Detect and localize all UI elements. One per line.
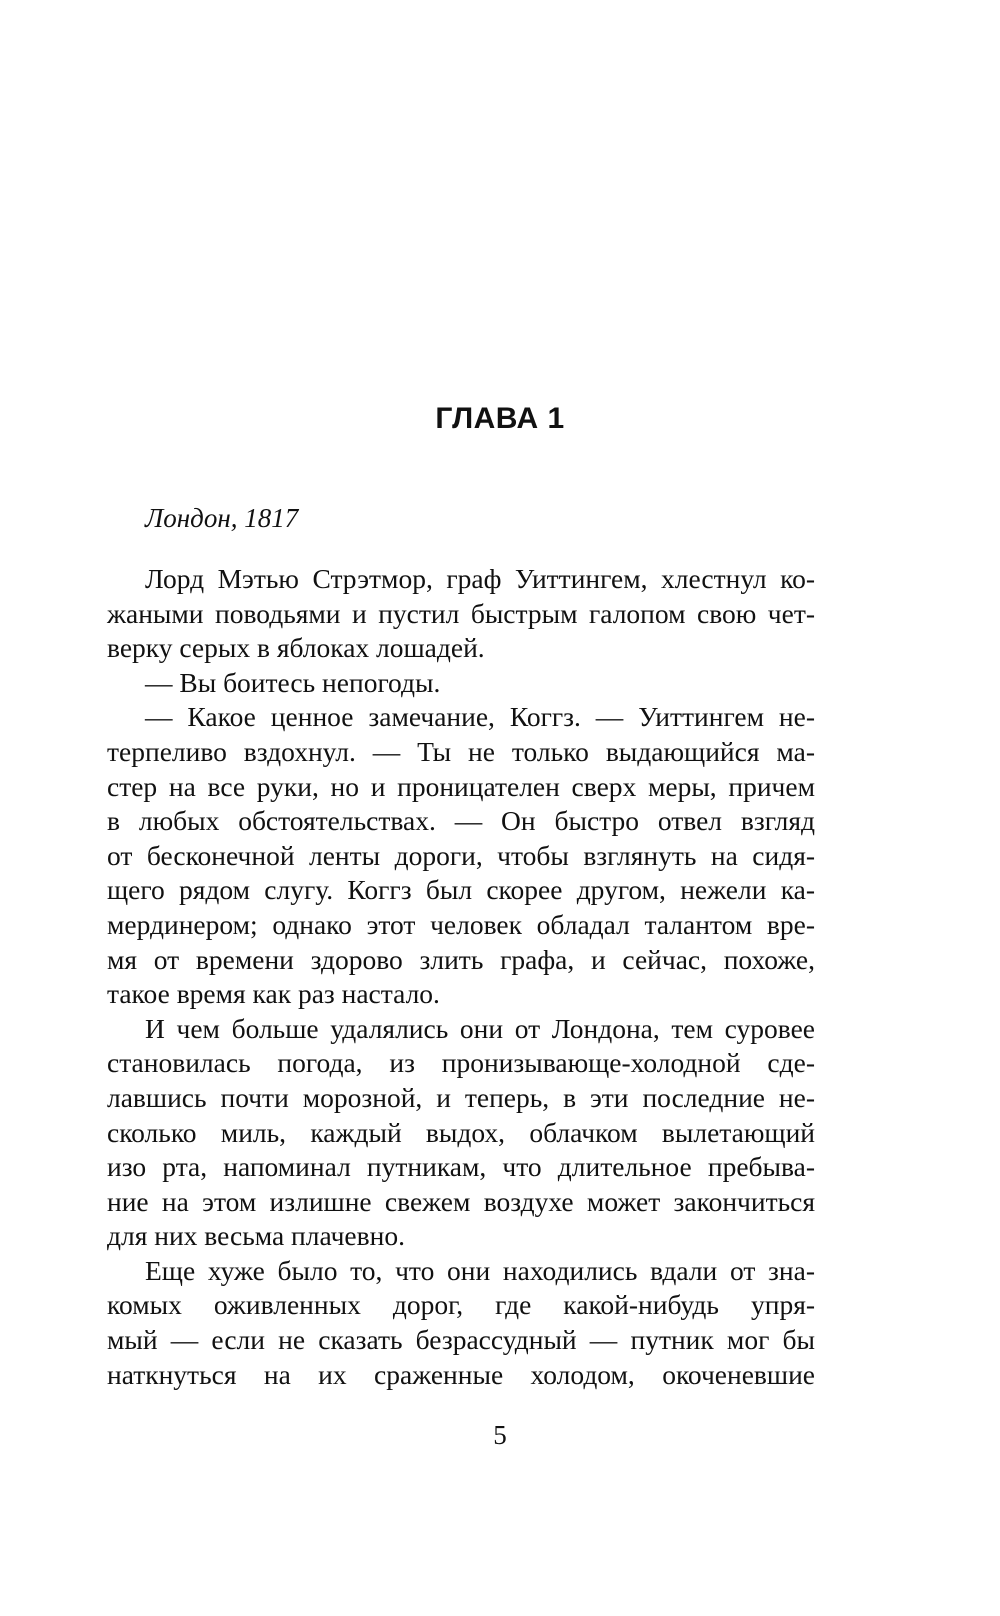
text-line: наткнуться на их сраженные холодом, окоченевшие bbox=[107, 1358, 815, 1390]
paragraph bbox=[107, 700, 815, 1011]
paragraph bbox=[107, 562, 815, 666]
chapter-title: ГЛАВА 1 bbox=[435, 402, 565, 435]
paragraph bbox=[107, 1254, 815, 1392]
text-line: терпеливо вздохнул. — Ты не только выдающийся ма- bbox=[107, 735, 815, 767]
text-line: жаными поводьями и пустил быстрым галопом свою чет- bbox=[107, 597, 815, 629]
page-number: 5 bbox=[493, 1420, 507, 1450]
text-line: сколько миль, каждый выдох, облачком вылетающий bbox=[107, 1116, 815, 1148]
text-line: становилась погода, из пронизывающе-холодной сде- bbox=[107, 1047, 815, 1079]
text-line: лавшись почти морозной, и теперь, в эти последние не- bbox=[107, 1081, 815, 1113]
paragraph bbox=[107, 1012, 815, 1254]
text-line: для них весьма плачевно. bbox=[107, 1220, 405, 1252]
text-line: от бесконечной ленты дороги, чтобы взглянуть на сидя- bbox=[107, 839, 815, 871]
text-line: ние на этом излишне свежем воздухе может закончиться bbox=[107, 1185, 815, 1217]
text-line: — Какое ценное замечание, Коггз. — Уиттингем не- bbox=[145, 701, 815, 733]
text-line: мый — если не сказать безрассудный — путник мог бы bbox=[107, 1324, 815, 1356]
text-line: стер на все руки, но и проницателен сверх меры, причем bbox=[107, 770, 815, 802]
text-line: Еще хуже было то, что они находились вдали от зна- bbox=[145, 1254, 815, 1286]
text-line: такое время как раз настало. bbox=[107, 978, 440, 1010]
text-line: в любых обстоятельствах. — Он быстро отвел взгляд bbox=[107, 805, 815, 837]
text-line: Лорд Мэтью Стрэтмор, граф Уиттингем, хлестнул ко- bbox=[145, 563, 815, 594]
text-line: мердинером; однако этот человек обладал талантом вре- bbox=[107, 908, 815, 940]
text-line: верку серых в яблоках лошадей. bbox=[107, 632, 485, 664]
text-line: мя от времени здорово злить графа, и сейчас, похоже, bbox=[107, 943, 815, 975]
text-line: щего рядом слугу. Коггз был скорее другом, нежели ка- bbox=[107, 874, 815, 906]
text-line: И чем больше удалялись они от Лондона, тем суровее bbox=[145, 1012, 815, 1044]
text-line: изо рта, напоминал путникам, что длительное пребыва- bbox=[107, 1151, 815, 1183]
paragraph bbox=[107, 666, 815, 701]
place-date-epigraph: Лондон, 1817 bbox=[145, 503, 299, 533]
body-text bbox=[107, 562, 815, 1392]
text-line: — Вы боитесь непогоды. bbox=[145, 666, 441, 698]
text-line: комых оживленных дорог, где какой-нибудь упря- bbox=[107, 1289, 815, 1321]
